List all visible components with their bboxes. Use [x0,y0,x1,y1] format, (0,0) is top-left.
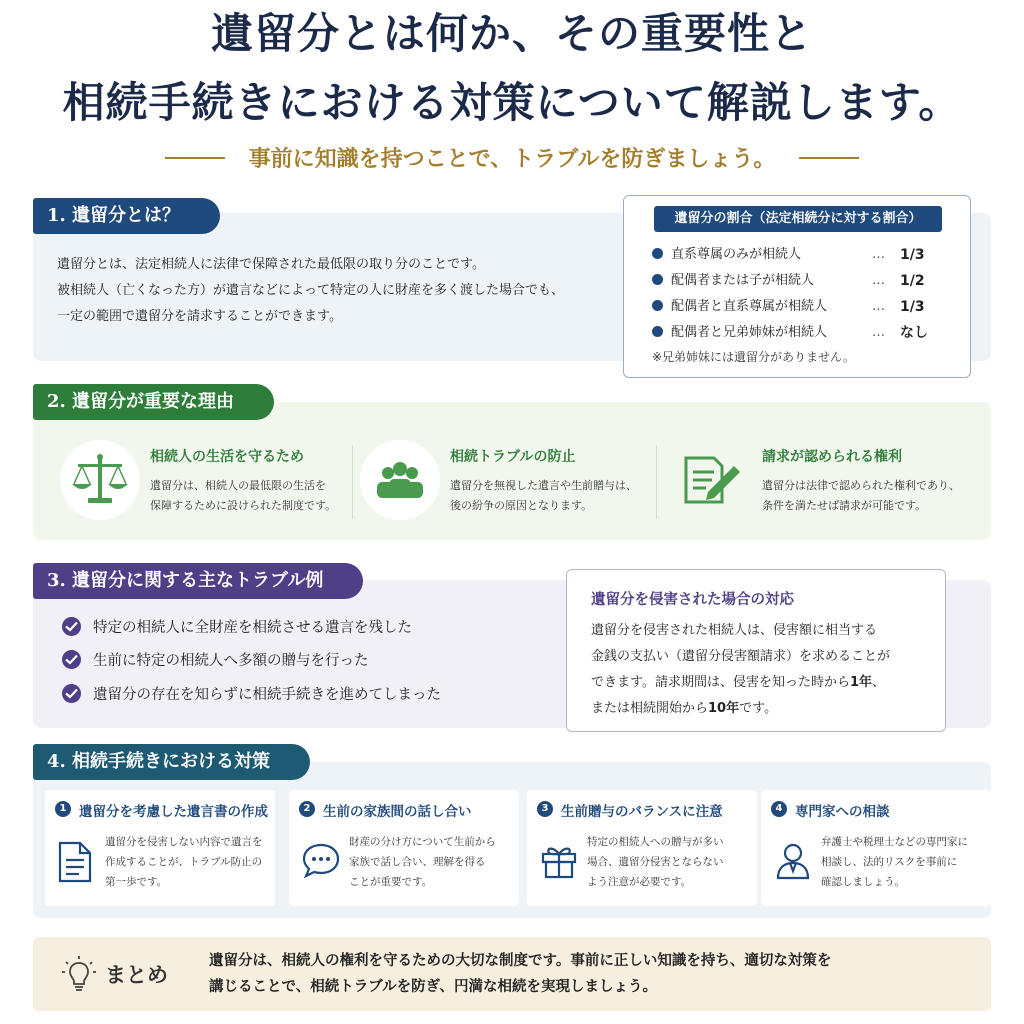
ratio-dots: … [872,299,885,314]
ratio-box-title: 遺留分の割合（法定相続分に対する割合） [654,206,942,232]
title-line-1: 遺留分とは何か、その重要性と [210,9,813,58]
response-text: できます。請求期間は、侵害を知った時から [591,675,850,690]
trouble-item [62,684,441,706]
reason-desc-line: 遺留分は法律で認められた権利であり、 [762,479,960,492]
ratio-label: 配偶者または子が相続人 [671,273,815,288]
title-line-2: 相続手続きにおける対策について解説します。 [62,78,962,127]
reason-title: 相続人の生活を守るため [150,449,304,465]
section-1-text [57,252,617,330]
trouble-text: 特定の相続人に全財産を相続させる遺言を残した [93,620,412,636]
card-number: 4 [771,801,787,817]
bullet-dot [652,326,663,337]
ratio-label: 配偶者と兄弟姉妹が相続人 [671,325,828,340]
trouble-item [62,650,369,672]
card-desc-line: 相談し、法的リスクを事前に [821,856,958,868]
card-desc-line: 作成することが、トラブル防止の [105,856,263,868]
reason-desc-line: 後の紛争の原因となります。 [450,499,593,512]
measure-card [527,790,757,906]
summary-line: 遺留分は、相続人の権利を守るための大切な制度です。事前に正しい知識を持ち、適切な対策を [209,953,832,969]
subtitle-dash-left [165,157,225,159]
section-2-label: 2. 遺留分が重要な理由 [33,384,274,420]
ratio-note: ※兄弟姉妹には遺留分がありません。 [652,350,855,364]
response-text: です。 [739,701,778,716]
card-desc-line: よう注意が必要です。 [587,876,692,888]
response-line [591,696,931,722]
measure-card [289,790,519,906]
response-period-1: 1年 [849,675,873,690]
check-circle-icon [62,617,81,636]
summary-label: まとめ [105,962,168,987]
response-line: 金銭の支払い（遺留分侵害額請求）を求めることが [591,649,891,664]
card-title: 遺留分を考慮した遺言書の作成 [79,804,268,820]
check-circle-icon [62,650,81,669]
subtitle-dash-right [799,157,859,159]
section-4-label: 4. 相続手続きにおける対策 [33,744,310,780]
card-number: 3 [537,801,553,817]
card-title: 生前の家族間の話し合い [323,804,472,820]
bullet-dot [652,300,663,311]
section-2-panel [33,402,991,540]
card-desc-line: 確認しましょう。 [821,876,905,888]
reason-title: 相続トラブルの防止 [450,449,576,465]
ratio-dots: … [872,273,885,288]
summary-panel [33,937,991,1011]
response-line [591,670,931,696]
response-body [591,618,931,722]
measure-card [45,790,275,906]
ratio-value: なし [900,325,928,341]
section-1-label: 1. 遺留分とは？ [33,198,220,234]
document-icon [57,840,93,888]
response-text: 、 [872,675,886,690]
card-title: 生前贈与のバランスに注意 [561,804,723,820]
trouble-item [62,617,412,639]
card-desc-line: 家族で話し合い、理解を得る [349,856,486,868]
scales-icon [60,440,140,520]
card-desc-line: ことが重要です。 [349,876,433,888]
response-title: 遺留分を侵害された場合の対応 [591,592,794,608]
card-desc [821,832,968,892]
ratio-row [652,242,952,268]
reason-desc [150,476,336,516]
reason-desc-line: 遺留分を無視した遺言や生前贈与は、 [450,479,637,492]
card-number: 2 [299,801,315,817]
card-desc [349,832,496,892]
card-desc-line: 場合、遺留分侵害とならない [587,856,724,868]
card-title: 専門家への相談 [795,804,890,820]
card-desc-line: 財産の分け方について生前から [349,836,496,848]
ratio-row [652,268,952,294]
ratio-value: 1/2 [900,273,925,289]
ratio-dots: … [872,325,885,340]
reason-title: 請求が認められる権利 [762,449,902,465]
ratio-row [652,320,952,346]
ratio-label: 直系尊属のみが相続人 [671,247,802,262]
bullet-dot [652,248,663,259]
card-desc-line: 遺留分を侵害しない内容で遺言を [105,836,263,848]
lightbulb-icon [61,954,97,998]
card-desc [105,832,263,892]
section-1-line: 遺留分とは、法定相続人に法律で保障された最低限の取り分のことです。 [57,257,485,272]
person-icon [773,840,813,884]
bullet-dot [652,274,663,285]
gift-icon [539,840,579,884]
ratio-box [623,195,971,378]
trouble-text: 遺留分の存在を知らずに相続手続きを進めてしまった [93,687,441,703]
reason-desc-line: 保障するために設けられた制度です。 [150,499,337,512]
subtitle-text: 事前に知識を持つことで、トラブルを防ぎましょう。 [248,146,776,172]
measure-card [761,790,991,906]
ratio-value: 1/3 [900,247,925,263]
reason-desc [762,476,960,516]
page-title [0,6,1024,132]
trouble-text: 生前に特定の相続人へ多額の贈与を行った [93,653,369,669]
people-icon [360,440,440,520]
document-pen-icon [672,440,752,520]
section-1-line: 被相続人（亡くなった方）が遺言などによって特定の人に財産を多く渡した場合でも、 [57,283,565,298]
summary-text [209,948,969,1000]
subtitle [0,142,1024,173]
card-number: 1 [55,801,71,817]
summary-line: 講じることで、相続トラブルを防ぎ、円満な相続を実現しましょう。 [209,979,658,995]
reason-desc [450,476,637,516]
check-circle-icon [62,684,81,703]
response-box [566,569,946,732]
response-period-2: 10年 [708,701,740,716]
card-desc-line: 弁護士や税理士などの専門家に [821,836,968,848]
response-line: 遺留分を侵害された相続人は、侵害額に相当する [591,623,878,638]
reason-desc-line: 条件を満たせば請求が可能です。 [762,499,927,512]
section-1-line: 一定の範囲で遺留分を請求することができます。 [57,309,342,324]
card-desc [587,832,724,892]
ratio-row [652,294,952,320]
speech-bubble-icon [301,840,341,884]
card-desc-line: 特定の相続人への贈与が多い [587,836,724,848]
ratio-value: 1/3 [900,299,925,315]
divider [656,445,657,519]
divider [352,445,353,519]
response-text: または相続開始から [591,701,709,716]
card-desc-line: 第一歩です。 [105,876,168,888]
section-3-label: 3. 遺留分に関する主なトラブル例 [33,563,363,599]
ratio-dots: … [872,247,885,262]
reason-desc-line: 遺留分は、相続人の最低限の生活を [150,479,326,492]
ratio-label: 配偶者と直系尊属が相続人 [671,299,828,314]
